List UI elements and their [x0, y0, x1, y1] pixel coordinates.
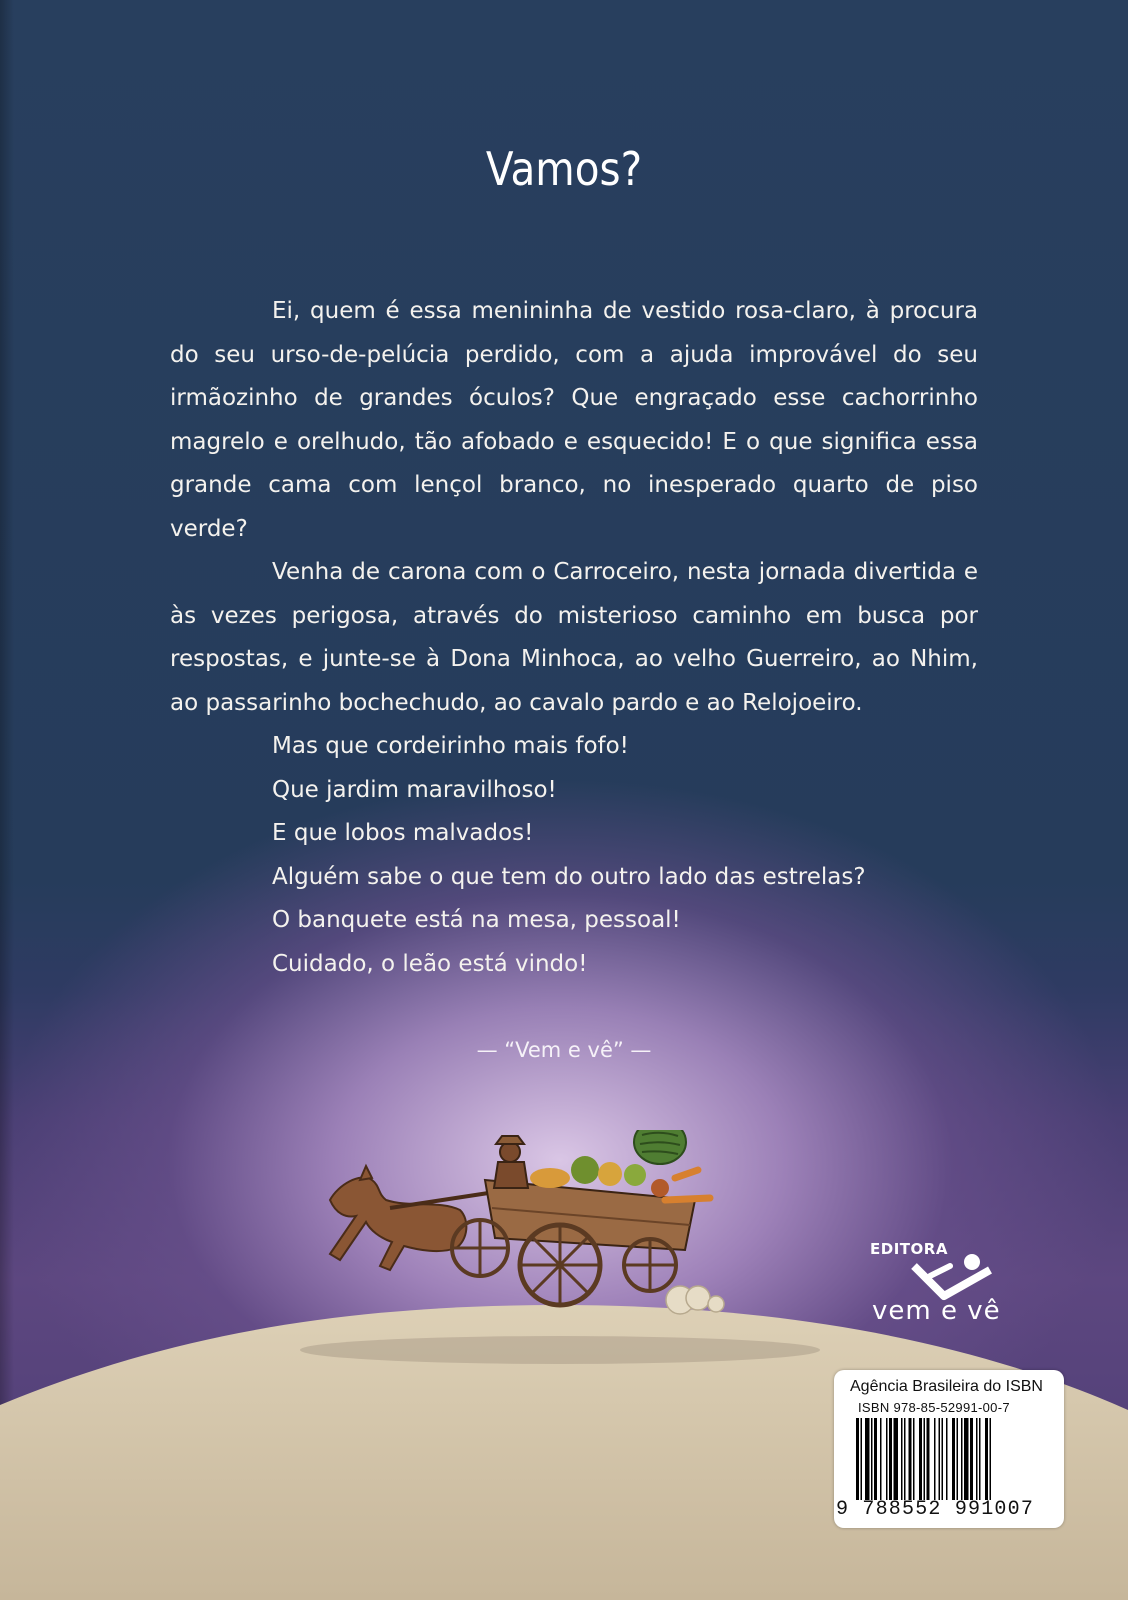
barcode-bar	[919, 1418, 922, 1500]
barcode-bar	[886, 1418, 888, 1500]
cart-wheel	[624, 1239, 676, 1291]
cart-wheel	[520, 1225, 600, 1305]
barcode-bar	[913, 1418, 915, 1500]
barcode-digits: 9 788552 991007	[836, 1498, 1035, 1521]
barcode-bar	[970, 1418, 973, 1500]
publisher-name: vem e vê	[872, 1296, 1001, 1326]
barcode	[854, 1418, 1054, 1500]
horse-cart-illustration	[320, 1130, 750, 1340]
barcode-bar	[990, 1418, 992, 1500]
barcode-bar	[976, 1418, 978, 1500]
blurb	[170, 290, 978, 986]
barcode-bar	[934, 1418, 936, 1500]
barcode-bar	[865, 1418, 870, 1500]
cart-driver	[494, 1136, 528, 1188]
isbn-barcode-box	[834, 1370, 1064, 1528]
isbn-agency: Agência Brasileira do ISBN	[850, 1378, 1043, 1395]
barcode-bar	[952, 1418, 955, 1500]
barcode-bar	[927, 1418, 930, 1500]
blurb-paragraph: Ei, quem é essa menininha de vestido rosa-claro, à procura do seu urso-de-pelúcia perdido, com a ajuda improvável do seu irmãozinho de grandes óculos? Que engraçado esse cachorrinho magrelo e orelhudo, tão afobado e esquecido! E o que significa essa grande cama com lençol branco, no inesperado quarto de piso verde?	[170, 298, 978, 542]
isbn-number: ISBN 978-85-52991-00-7	[858, 1400, 1010, 1415]
barcode-bar	[939, 1418, 941, 1500]
blurb-line: Alguém sabe o que tem do outro lado das estrelas?	[272, 863, 866, 890]
barcode-bar	[880, 1418, 882, 1500]
barcode-bar	[889, 1418, 892, 1500]
blurb-line: Mas que cordeirinho mais fofo!	[272, 733, 629, 759]
dust-cloud	[666, 1286, 724, 1314]
barcode-bar	[985, 1418, 988, 1500]
cart-wheel	[452, 1220, 508, 1276]
blurb-line: Que jardim maravilhoso!	[272, 776, 557, 803]
barcode-bar	[856, 1418, 859, 1500]
blurb-line: O banquete está na mesa, pessoal!	[272, 907, 681, 933]
barcode-bar	[924, 1418, 926, 1500]
barcode-bar	[979, 1418, 981, 1500]
blurb-paragraph: Venha de carona com o Carroceiro, nesta jornada divertida e às vezes perigosa, através do misterioso caminho em busca por respostas, e junte-se à Dona Minhoca, ao velho Guerreiro, ao Nhim, ao passarinho bochechudo, ao cavalo pardo e ao Relojoeiro.	[170, 559, 978, 716]
horse	[330, 1166, 466, 1270]
barcode-bar	[946, 1418, 948, 1500]
barcode-bar	[874, 1418, 877, 1500]
barcode-bar	[894, 1418, 899, 1500]
barcode-bar	[871, 1418, 873, 1500]
barcode-bar	[904, 1418, 906, 1500]
logo-figure-icon	[906, 1252, 996, 1302]
barcode-bar	[957, 1418, 959, 1500]
blurb-line: Cuidado, o leão está vindo!	[272, 950, 588, 977]
barcode-bar	[942, 1418, 944, 1500]
blurb-line: E que lobos malvados!	[272, 820, 534, 846]
motto: — “Vem e vê” —	[476, 1038, 652, 1062]
barcode-bar	[901, 1418, 903, 1500]
publisher-logo	[866, 1240, 1026, 1340]
barcode-bar	[909, 1418, 912, 1500]
barcode-bar	[861, 1418, 863, 1500]
barcode-bar	[961, 1418, 963, 1500]
cover-title: Vamos?	[485, 142, 643, 196]
publisher-label: EDITORA	[870, 1240, 948, 1258]
barcode-bar	[964, 1418, 969, 1500]
